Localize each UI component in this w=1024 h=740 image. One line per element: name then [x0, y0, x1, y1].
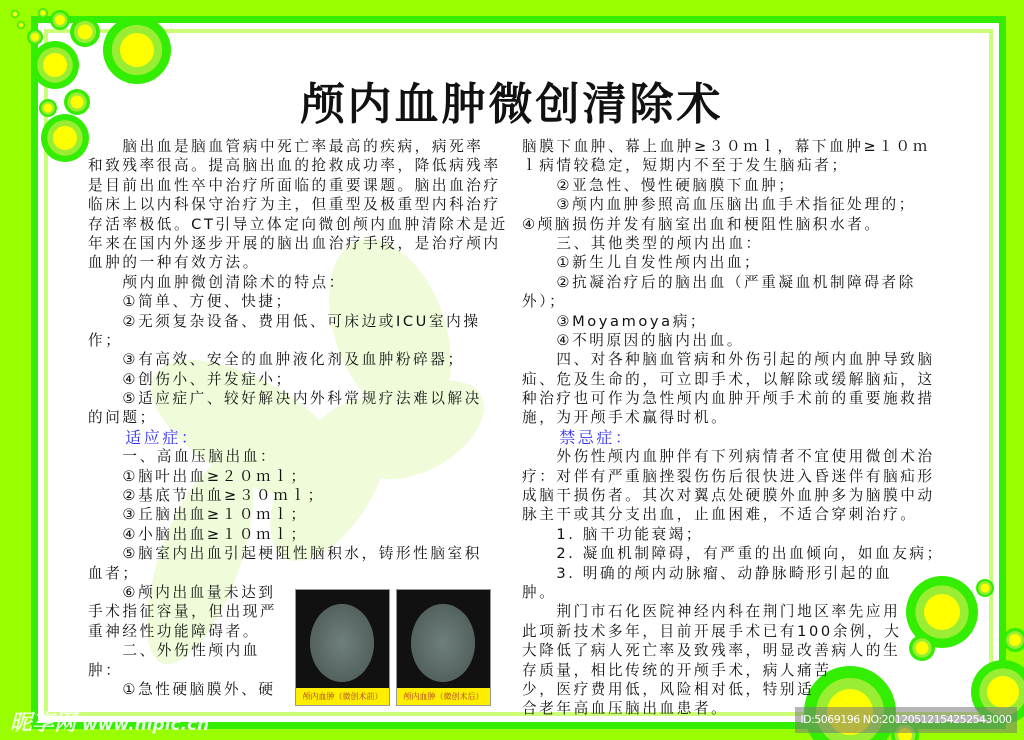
- text-line: 种治疗也可作为急性颅内血肿开颅手术前的重要施救措: [522, 390, 935, 408]
- watermark-logo: 昵享网: [10, 711, 77, 736]
- text-line: 作；: [88, 331, 123, 349]
- text-line: ①简单、方便、快捷；: [88, 293, 293, 311]
- ct-scan-before: [310, 604, 374, 682]
- text-line: 疝、危及生命的，可立即手术，以解除或缓解脑疝，这: [522, 370, 935, 388]
- decorative-circle: [78, 25, 93, 40]
- text-line: ③有高效、安全的血肿液化剂及血肿粉碎器；: [88, 351, 465, 369]
- text-line: 颅内血肿微创清除术的特点：: [88, 273, 346, 291]
- text-line: 和致残率很高。提高脑出血的抢救成功率，降低病残率: [88, 157, 501, 175]
- text-line: ｌ病情较稳定，短期内不至于发生脑疝者；: [522, 157, 849, 175]
- text-line: ②亚急性、慢性硬脑膜下血肿；: [522, 176, 796, 194]
- decorative-circle: [55, 15, 65, 25]
- text-line: 血肿的一种有效方法。: [88, 254, 260, 272]
- text-line: ①新生儿自发性颅内出血；: [522, 254, 762, 272]
- text-line: 2. 凝血机制障碍，有严重的出血倾向，如血友病；: [522, 545, 944, 563]
- text-line: 疗：对伴有严重脑挫裂伤伤后很快进入昏迷伴有脑疝形: [522, 467, 935, 485]
- text-line: 四、对各种脑血管病和外伤引起的颅内血肿导致脑: [522, 351, 935, 369]
- text-line: 的问题；: [88, 409, 157, 427]
- decorative-circle: [41, 11, 46, 16]
- decorative-circle: [31, 33, 39, 41]
- text-line: 血者；: [88, 564, 140, 582]
- ct-caption-before: 颅内血肿（微创术前）: [296, 688, 389, 705]
- text-line: ①脑叶出血≥２０ｍｌ；: [88, 467, 308, 485]
- text-line: 一、高血压脑出血：: [88, 448, 278, 466]
- text-line: ②抗凝治疗后的脑出血（严重凝血机制障碍者除: [522, 273, 916, 291]
- ct-caption-after: 颅内血肿（微创术后）: [397, 688, 490, 705]
- text-line: ①急性硬脑膜外、硬: [88, 680, 276, 698]
- watermark-url: www.nipic.cn: [82, 715, 210, 735]
- text-line: 临床上以内科保守治疗为主，但重型及极重型内科治疗: [88, 196, 501, 214]
- text-line: 施，为开颅手术赢得时机。: [522, 409, 729, 427]
- text-line: 脑出血是脑血管病中死亡率最高的疾病，病死率: [88, 138, 484, 155]
- text-line: 三、其他类型的颅内出血：: [522, 234, 763, 252]
- text-line: 荆门市石化医院神经内科在荆门地区率先应用: [522, 603, 901, 621]
- text-line: 脑膜下血肿、幕上血肿≥３０ｍｌ，幕下血肿≥１０ｍ: [522, 138, 930, 155]
- text-line: ④颅脑损伤并发有脑室出血和梗阻性脑积水者。: [522, 215, 882, 233]
- text-line: 外）；: [522, 293, 567, 311]
- text-line: ⑤适应症广、较好解决内外科常规疗法难以解决: [88, 390, 482, 408]
- image-id-label: ID:5069196 NO:20120512154252543000: [795, 707, 1017, 733]
- text-line: ⑥颅内出血量未达到: [88, 583, 276, 601]
- text-line: 肿。: [522, 583, 557, 601]
- text-line: 存活率极低。CT引导立体定向微创颅内血肿清除术是近: [88, 215, 508, 233]
- text-line: 年来在国内外逐步开展的脑出血治疗手段，是治疗颅内: [88, 234, 501, 252]
- section-heading: 适应症：: [88, 427, 200, 447]
- text-line: 手术指征容量，但出现严: [88, 603, 278, 621]
- ct-image-after: [396, 589, 491, 706]
- poster-title: 颅内血肿微创清除术: [300, 79, 724, 130]
- text-line: 存质量，相比传统的开颅手术，病人痛苦: [522, 661, 832, 679]
- text-line: 1. 脑干功能衰竭；: [522, 525, 704, 543]
- text-line: ③Moyamoya病；: [522, 312, 708, 330]
- text-line: 少，医疗费用低，风险相对低，特别适: [522, 680, 815, 698]
- text-line: 合老年高血压脑出血患者。: [522, 700, 729, 718]
- decorative-circle: [120, 33, 154, 67]
- decorative-circle: [19, 23, 23, 27]
- text-line: ③丘脑出血≥１０ｍｌ；: [88, 506, 308, 524]
- text-line: 3. 明确的颅内动脉瘤、动静脉畸形引起的血: [522, 564, 893, 582]
- text-line: 大降低了病人死亡率及致残率，明显改善病人的生: [522, 642, 901, 660]
- decorative-circle: [1009, 634, 1021, 646]
- text-line: ④小脑出血≥１０ｍｌ；: [88, 525, 308, 543]
- right-column: [522, 137, 942, 719]
- decorative-circle: [987, 676, 1019, 708]
- text-line: 二、外伤性颅内血: [88, 642, 260, 660]
- text-line: 是目前出血性卒中治疗所面临的重要课题。脑出血治疗: [88, 176, 501, 194]
- section-heading: 禁忌症：: [522, 427, 634, 447]
- ct-scan-after: [411, 604, 475, 682]
- text-line: ③颅内血肿参照高血压脑出血手术指征处理的；: [522, 196, 916, 214]
- text-line: ②基底节出血≥３０ｍｌ；: [88, 487, 325, 505]
- ct-image-before: [295, 589, 390, 706]
- text-line: ④创伤小、并发症小；: [88, 370, 293, 388]
- watermark: [10, 706, 209, 737]
- text-line: ④不明原因的脑内出血。: [522, 331, 745, 349]
- text-line: 肿：: [88, 661, 123, 679]
- text-line: 成脑干损伤者。其次对翼点处硬膜外血肿多为脑膜中动: [522, 487, 935, 505]
- text-line: ②无须复杂设备、费用低、可床边或ICU室内操: [88, 312, 481, 330]
- decorative-circle: [13, 12, 17, 16]
- text-line: 重神经性功能障碍者。: [88, 622, 260, 640]
- text-line: 脉主干或其分支出血，止血困难，不适合穿刺治疗。: [522, 506, 918, 524]
- text-line: 外伤性颅内血肿伴有下列病情者不宜使用微创术治: [522, 448, 935, 466]
- text-line: 此项新技术多年，目前开展手术已有100余例，大: [522, 622, 902, 640]
- text-line: ⑤脑室内出血引起梗阻性脑积水，铸形性脑室积: [88, 545, 482, 563]
- decorative-circle: [981, 584, 990, 593]
